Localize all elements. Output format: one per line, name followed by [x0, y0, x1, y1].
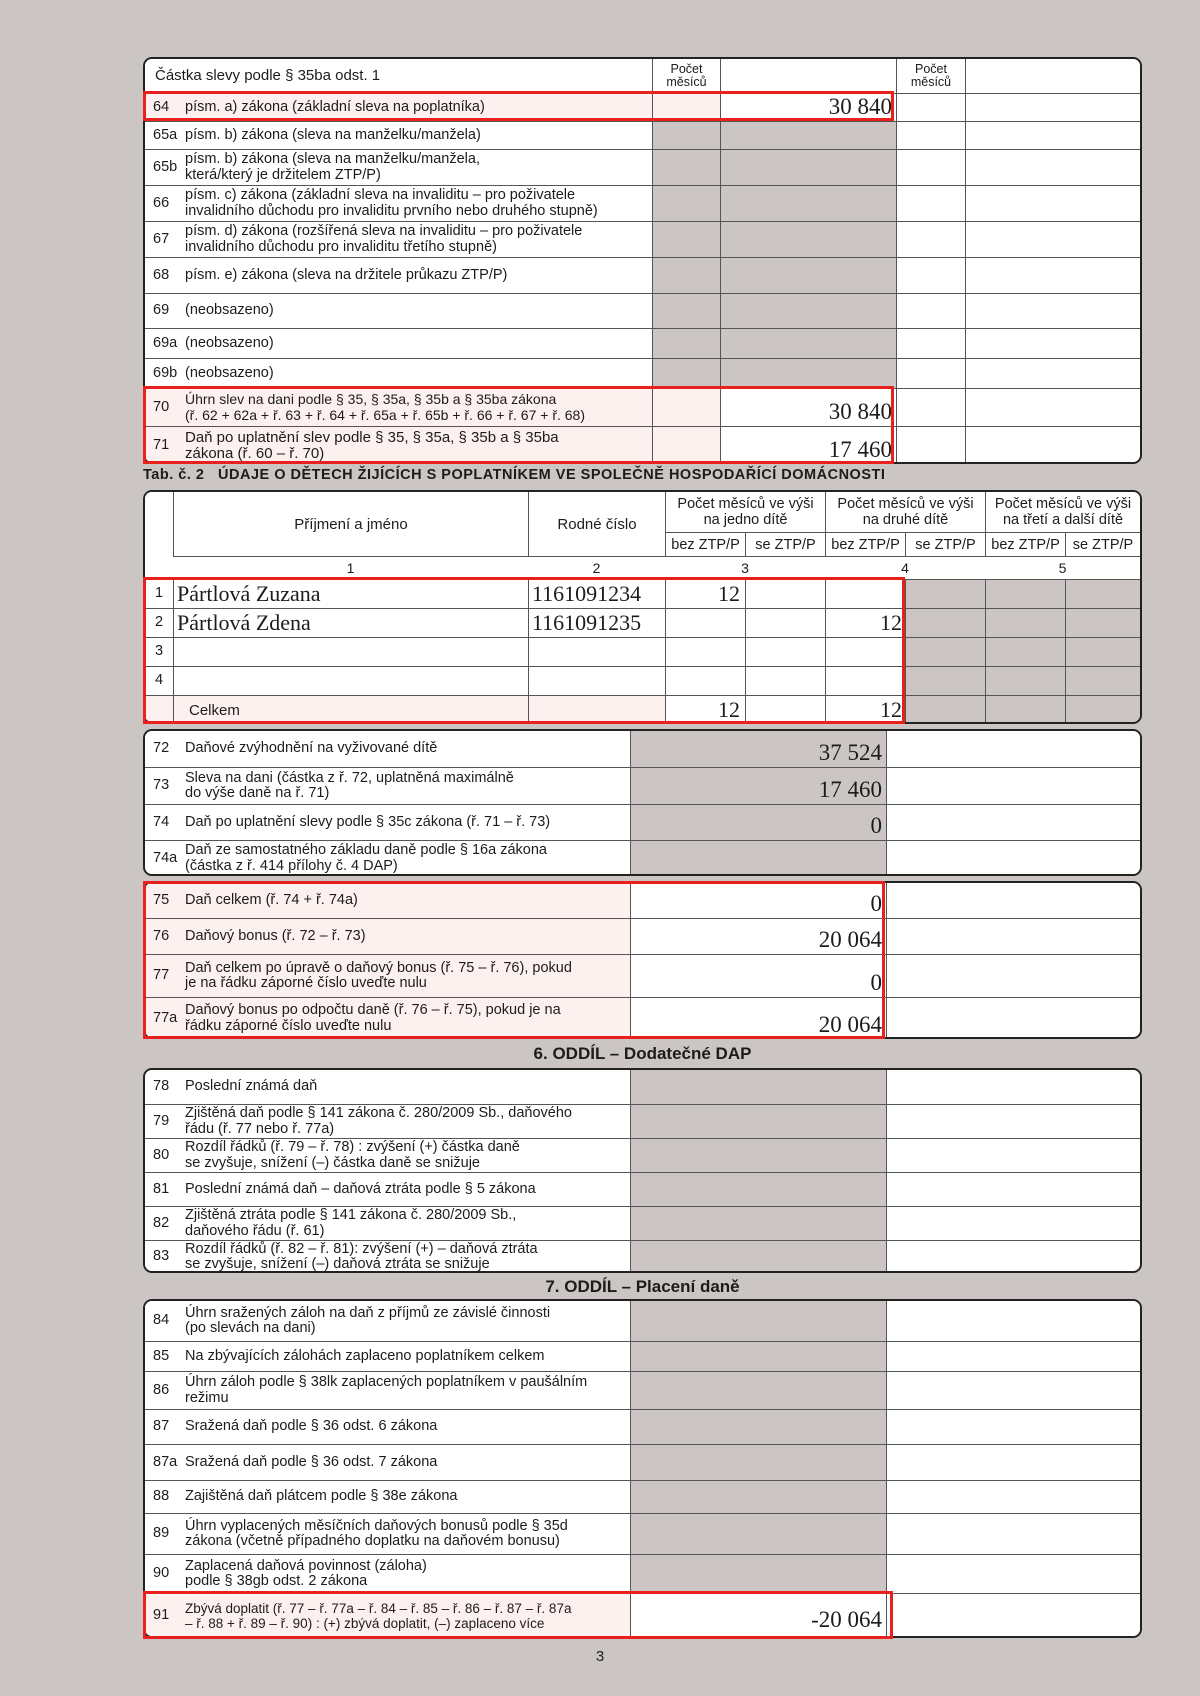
col-first-header: Počet měsíců ve výši na jedno dítě — [665, 492, 825, 532]
child-row: 3 — [145, 637, 1140, 666]
tab2-title: Tab. č. 2 ÚDAJE O DĚTECH ŽIJÍCÍCH S POPLATNÍKEM VE SPOLEČNĚ HOSPODAŘÍCÍ DOMÁCNOSTI — [143, 467, 886, 483]
child-m-second-bez[interactable] — [825, 580, 905, 608]
discount-table — [143, 57, 1142, 464]
col-name-header: Příjmení a jméno — [173, 492, 528, 556]
row-70: 70 Úhrn slev na dani podle § 35, § 35a, § 35b a § 35ba zákona (ř. 62 + 62a + ř. 63 + ř. 64 + ř. 65a + ř. 65b + ř. 66 + ř. 67 + ř. 68) 30 840 — [145, 388, 1140, 426]
child-rc[interactable] — [528, 667, 665, 695]
row-72-value[interactable]: 37 524 — [630, 731, 886, 767]
row-77: 77 Daň celkem po úpravě o daňový bonus (ř. 75 – ř. 76), pokud je na řádku záporné číslo uveďte nulu 0 — [145, 954, 1140, 997]
row-80: 80 Rozdíl řádků (ř. 79 – ř. 78) : zvýšení (+) částka daně se zvyšuje, snížení (–) částka daně se snižuje — [145, 1138, 1140, 1172]
total-second-bez[interactable]: 12 — [825, 696, 905, 724]
child-rc[interactable] — [528, 638, 665, 666]
child-m-second-bez[interactable]: 12 — [825, 609, 905, 637]
row-85: 85 Na zbývajících zálohách zaplaceno poplatníkem celkem — [145, 1341, 1140, 1371]
row-71-value[interactable]: 17 460 — [720, 427, 896, 464]
row-88: 88 Zajištěná daň plátcem podle § 38e zákona — [145, 1480, 1140, 1513]
row-72: 72 Daňové zvýhodnění na vyživované dítě 37 524 — [145, 731, 1140, 767]
months-header-1: Počet měsíců — [652, 59, 720, 93]
child-row: 2 Pártlová Zdena 1161091235 12 — [145, 608, 1140, 637]
row-66: 66 písm. c) zákona (základní sleva na invaliditu – pro poživatele invalidního důchodu pro invaliditu prvního nebo druhého stupně) — [145, 185, 1140, 221]
months-header-2: Počet měsíců — [896, 59, 965, 93]
col-second-header: Počet měsíců ve výši na druhé dítě — [825, 492, 985, 532]
total-first-bez[interactable]: 12 — [665, 696, 745, 724]
row-67: 67 písm. d) zákona (rozšířená sleva na invaliditu – pro poživatele invalidního důchodu pro invaliditu třetího stupně) — [145, 221, 1140, 257]
children-header: Příjmení a jméno Rodné číslo Počet měsíců ve výši na jedno dítě Počet měsíců ve výši na druhé dítě Počet měsíců ve výši na třetí a další dítě bez ZTP/P se ZTP/P bez ZTP/P se ZTP/P bez ZTP/P se ZTP/P 1 2 3 4 5 — [145, 492, 1140, 579]
row-86: 86 Úhrn záloh podle § 38lk zaplacených poplatníkem v paušálním režimu — [145, 1371, 1140, 1409]
row-78: 78 Poslední známá daň — [145, 1070, 1140, 1104]
row-87a: 87a Sražená daň podle § 36 odst. 7 zákona — [145, 1444, 1140, 1480]
row-79: 79 Zjištěná daň podle § 141 zákona č. 280/2009 Sb., daňového řádu (ř. 77 nebo ř. 77a) — [145, 1104, 1140, 1138]
child-name[interactable]: Pártlová Zdena — [173, 609, 528, 637]
row-75: 75 Daň celkem (ř. 74 + ř. 74a) 0 — [145, 883, 1140, 918]
row-69: 69 (neobsazeno) — [145, 293, 1140, 328]
row-75-value[interactable]: 0 — [630, 883, 886, 918]
row-74a: 74a Daň ze samostatného základu daně podle § 16a zákona (částka z ř. 414 přílohy č. 4 DAP) — [145, 840, 1140, 876]
row-76: 76 Daňový bonus (ř. 72 – ř. 73) 20 064 — [145, 918, 1140, 954]
row-74-value[interactable]: 0 — [630, 805, 886, 840]
row-73: 73 Sleva na dani (částka z ř. 72, uplatněná maximálně do výše daně na ř. 71) 17 460 — [145, 767, 1140, 804]
row-69b: 69b (neobsazeno) — [145, 358, 1140, 388]
row-73-value[interactable]: 17 460 — [630, 768, 886, 804]
row-71: 71 Daň po uplatnění slev podle § 35, § 35a, § 35b a § 35ba zákona (ř. 60 – ř. 70) 17 460 — [145, 426, 1140, 464]
row-89: 89 Úhrn vyplacených měsíčních daňových bonusů podle § 35d zákona (včetně případného doplatku na daňovém bonusu) — [145, 1513, 1140, 1554]
row-90: 90 Zaplacená daňová povinnost (záloha) podle § 38gb odst. 2 zákona — [145, 1554, 1140, 1593]
discount-header-label: Částka slevy podle § 35ba odst. 1 — [145, 59, 652, 93]
child-m-first-se[interactable] — [745, 580, 825, 608]
page-number: 3 — [595, 1648, 605, 1665]
row-64-value[interactable]: 30 840 — [720, 94, 896, 121]
col-third-header: Počet měsíců ve výši na třetí a další dítě — [985, 492, 1140, 532]
col-rc-header: Rodné číslo — [528, 492, 665, 556]
row-91: 91 Zbývá doplatit (ř. 77 – ř. 77a – ř. 84 – ř. 85 – ř. 86 – ř. 87 – ř. 87a – ř. 88 + ř. 89 – ř. 90) : (+) zbývá doplatit, (–) zaplaceno více -20 064 — [145, 1593, 1140, 1638]
row-68: 68 písm. e) zákona (sleva na držitele průkazu ZTP/P) — [145, 257, 1140, 293]
row-83: 83 Rozdíl řádků (ř. 82 – ř. 81): zvýšení (+) – daňová ztráta se zvyšuje, snížení (–) daňová ztráta se snižuje — [145, 1240, 1140, 1273]
total-label: Celkem — [173, 696, 528, 724]
bonus-table — [143, 729, 1142, 876]
child-rc[interactable]: 1161091234 — [528, 580, 665, 608]
row-76-value[interactable]: 20 064 — [630, 919, 886, 954]
row-82: 82 Zjištěná ztráta podle § 141 zákona č. 280/2009 Sb., daňového řádu (ř. 61) — [145, 1206, 1140, 1240]
child-row: 4 — [145, 666, 1140, 695]
children-total-row — [145, 695, 1140, 724]
section-6-title: 6. ODDÍL – Dodatečné DAP — [533, 1044, 752, 1063]
row-87: 87 Sražená daň podle § 36 odst. 6 zákona — [145, 1409, 1140, 1444]
row-64: 64 písm. a) zákona (základní sleva na poplatníka) 30 840 — [145, 93, 1140, 121]
child-m-first-bez[interactable]: 12 — [665, 580, 745, 608]
row-65a: 65a písm. b) zákona (sleva na manželku/manžela) — [145, 121, 1140, 149]
row-77a: 77a Daňový bonus po odpočtu daně (ř. 76 – ř. 75), pokud je na řádku záporné číslo uveďte nulu 20 064 — [145, 997, 1140, 1039]
child-rc[interactable]: 1161091235 — [528, 609, 665, 637]
row-70-value[interactable]: 30 840 — [720, 389, 896, 426]
child-name[interactable]: Pártlová Zuzana — [173, 580, 528, 608]
section-6-table — [143, 1068, 1142, 1273]
child-row: 1 Pártlová Zuzana 1161091234 12 — [145, 579, 1140, 608]
row-77-value[interactable]: 0 — [630, 955, 886, 997]
section-7-table — [143, 1299, 1142, 1638]
row-74: 74 Daň po uplatnění slevy podle § 35c zákona (ř. 71 – ř. 73) 0 — [145, 804, 1140, 840]
section-7-title: 7. ODDÍL – Placení daně — [545, 1277, 740, 1296]
discount-header-row — [145, 59, 1140, 93]
row-77a-value[interactable]: 20 064 — [630, 998, 886, 1039]
row-64-months[interactable] — [652, 94, 720, 121]
row-84: 84 Úhrn sražených záloh na daň z příjmů ze závislé činnosti (po slevách na dani) — [145, 1301, 1140, 1341]
row-69a: 69a (neobsazeno) — [145, 328, 1140, 358]
row-74a-value[interactable] — [630, 841, 886, 876]
child-name[interactable] — [173, 638, 528, 666]
row-91-value[interactable]: -20 064 — [630, 1594, 886, 1638]
total-table — [143, 881, 1142, 1039]
row-81: 81 Poslední známá daň – daňová ztráta podle § 5 zákona — [145, 1172, 1140, 1206]
child-name[interactable] — [173, 667, 528, 695]
children-table — [143, 490, 1142, 724]
row-65b: 65b písm. b) zákona (sleva na manželku/manžela, která/který je držitelem ZTP/P) — [145, 149, 1140, 185]
